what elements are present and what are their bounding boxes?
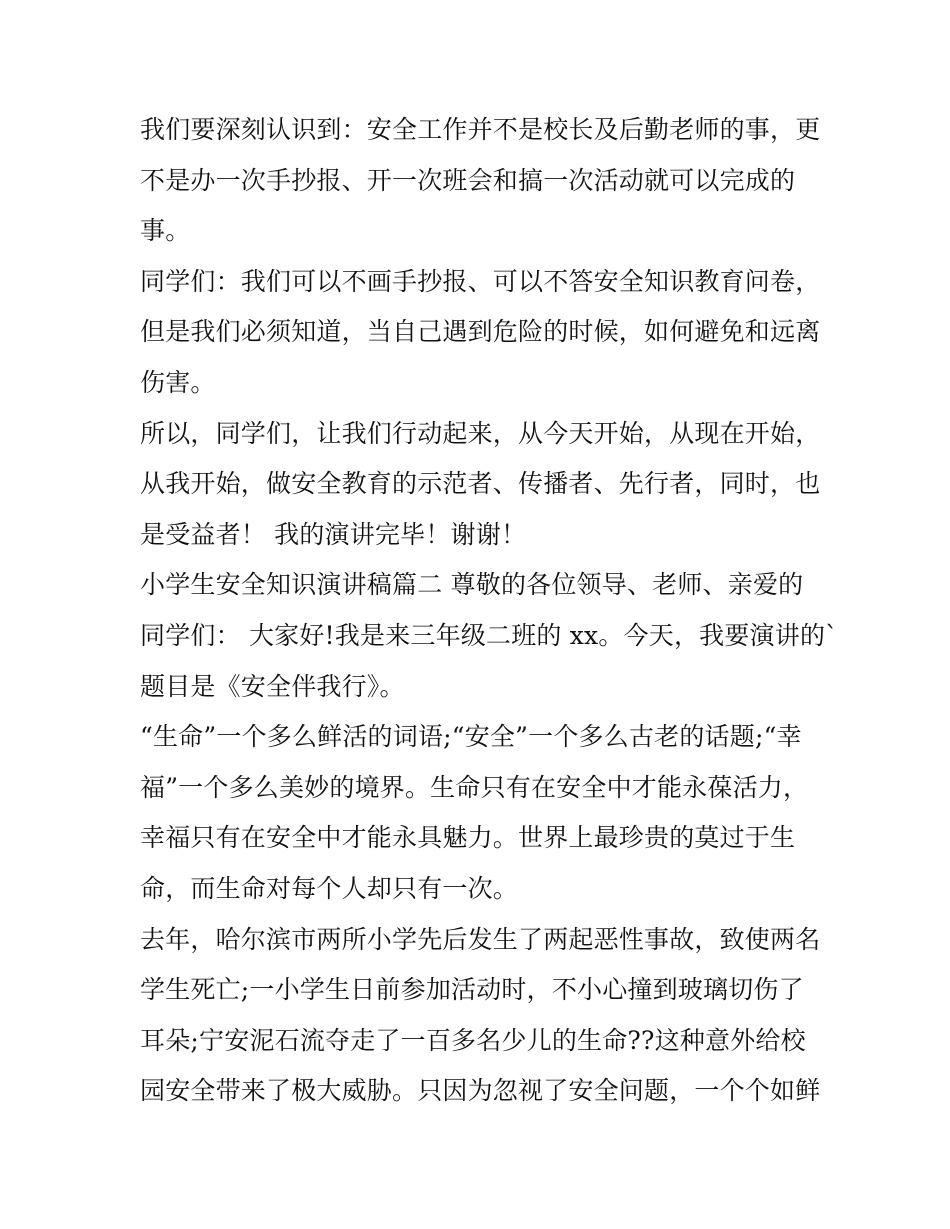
text-line: 所以，同学们，让我们行动起来，从今天开始，从现在开始， <box>140 418 821 448</box>
text-line: 不是办一次手抄报、开一次班会和搞一次活动就可以完成的 <box>140 165 796 195</box>
text-line: 是受益者！ 我的演讲完毕！谢谢！ <box>140 519 527 549</box>
text-line: 幸福只有在安全中才能永具魅力。世界上最珍贵的莫过于生 <box>140 823 796 853</box>
text-line: 伤害。 <box>140 367 216 397</box>
text-line: 园安全带来了极大威胁。只因为忽视了安全问题，一个个如鲜 <box>140 1076 821 1106</box>
text-line: 耳朵;宁安泥石流夺走了一百多名少儿的生命??这种意外给校 <box>140 1025 806 1055</box>
text-line: 我们要深刻认识到：安全工作并不是校长及后勤老师的事，更 <box>140 115 821 144</box>
text-line: 同学们：我们可以不画手抄报、可以不答安全知识教育问卷， <box>140 266 821 296</box>
text-line: 但是我们必须知道，当自己遇到危险的时候，如何避免和远离 <box>140 317 821 347</box>
text-line: 同学们： 大家好!我是来三年级二班的 xx。今天，我要演讲的` <box>140 620 838 650</box>
text-line: 从我开始，做安全教育的示范者、传播者、先行者，同时，也 <box>140 469 821 499</box>
text-line: 命，而生命对每个人却只有一次。 <box>140 873 519 903</box>
text-line: 小学生安全知识演讲稿篇二 尊敬的各位领导、老师、亲爱的 <box>140 570 804 600</box>
text-line: 题目是《安全伴我行》。 <box>140 671 405 701</box>
text-line: “生命”一个多么鲜活的词语;“安全”一个多么古老的话题;“幸 <box>140 722 802 752</box>
text-line: 事。 <box>140 216 191 246</box>
text-line: 去年，哈尔滨市两所小学先后发生了两起恶性事故，致使两名 <box>140 924 821 954</box>
document-body <box>140 105 838 1117</box>
text-line: 福”一个多么美妙的境界。生命只有在安全中才能永葆活力， <box>140 772 809 802</box>
text-line: 学生死亡;一小学生日前参加活动时，不小心撞到玻璃切伤了 <box>140 975 804 1005</box>
